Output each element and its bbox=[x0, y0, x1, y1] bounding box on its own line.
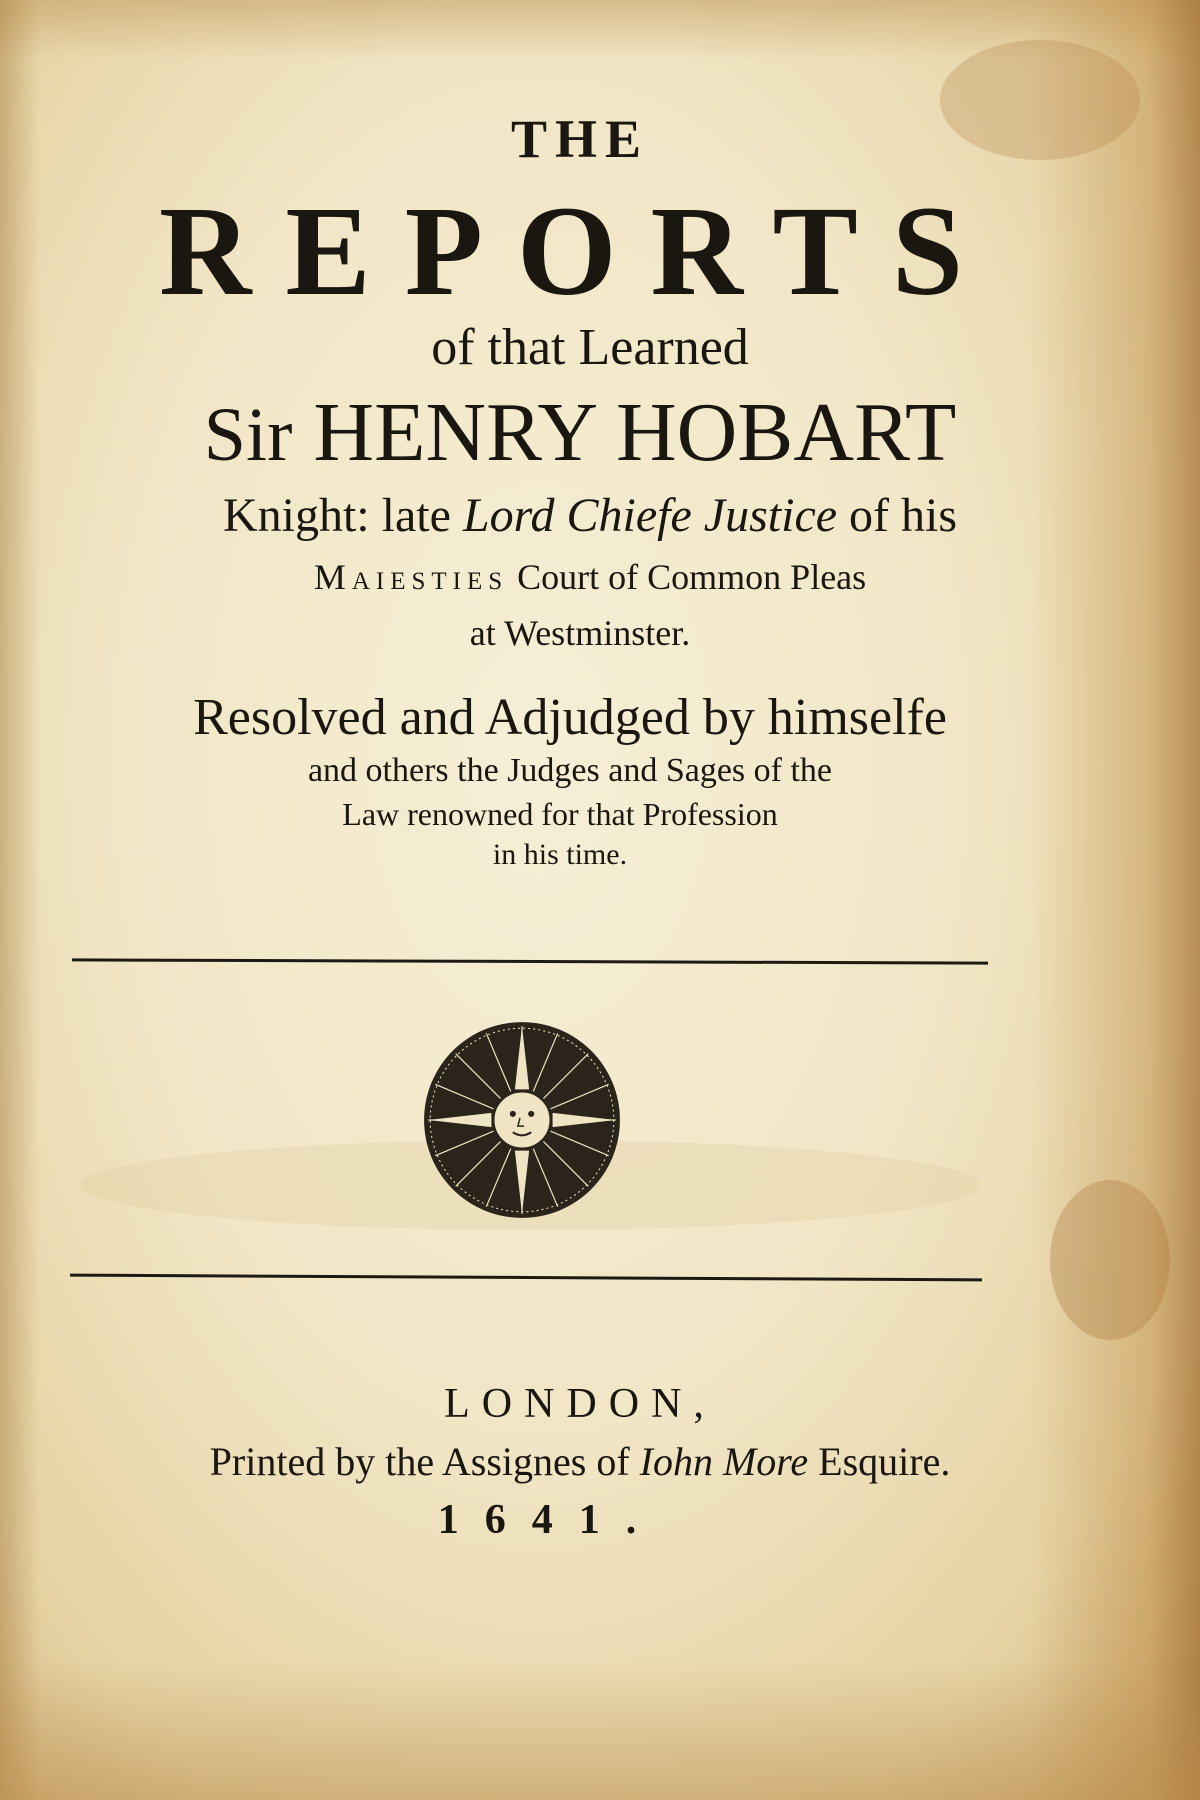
title-reports: REPORTS bbox=[158, 180, 998, 322]
resolved-line: Resolved and Adjudged by himselfe bbox=[193, 689, 947, 746]
printed-by: Printed by the Assignes of bbox=[209, 1439, 630, 1484]
author-name: HENRY HOBART bbox=[313, 386, 957, 479]
imprint-printer-line bbox=[0, 1438, 1180, 1485]
paper-edge-top bbox=[0, 0, 1200, 60]
esquire: Esquire. bbox=[818, 1439, 951, 1484]
author-title-line bbox=[0, 488, 1190, 543]
court-line bbox=[0, 556, 1190, 598]
imprint-city: LONDON, bbox=[444, 1381, 716, 1427]
knight-prefix: Knight: late bbox=[222, 489, 451, 542]
of-his: of his bbox=[849, 489, 958, 542]
title-of-that-learned: of that Learned bbox=[431, 319, 749, 376]
maiesties-word: Maiesties bbox=[313, 557, 509, 597]
law-line: Law renowned for that Profession bbox=[342, 796, 778, 832]
title-the: THE bbox=[510, 109, 650, 169]
imprint-year: 1641. bbox=[437, 1497, 663, 1543]
printer-name: Iohn More bbox=[639, 1439, 809, 1484]
lord-chief-justice: Lord Chiefe Justice bbox=[462, 489, 838, 542]
author-honorific: Sir bbox=[203, 393, 293, 477]
upper-rule bbox=[72, 958, 988, 964]
paper-edge-bottom bbox=[0, 1660, 1200, 1800]
others-line: and others the Judges and Sages of the bbox=[307, 752, 833, 789]
westminster-line: at Westminster. bbox=[469, 613, 691, 653]
court-name: Court of Common Pleas bbox=[517, 557, 867, 597]
author-line bbox=[0, 384, 1180, 481]
time-line: in his time. bbox=[492, 838, 628, 871]
lower-rule bbox=[70, 1274, 982, 1282]
sun-face-ornament-icon bbox=[420, 1018, 624, 1222]
